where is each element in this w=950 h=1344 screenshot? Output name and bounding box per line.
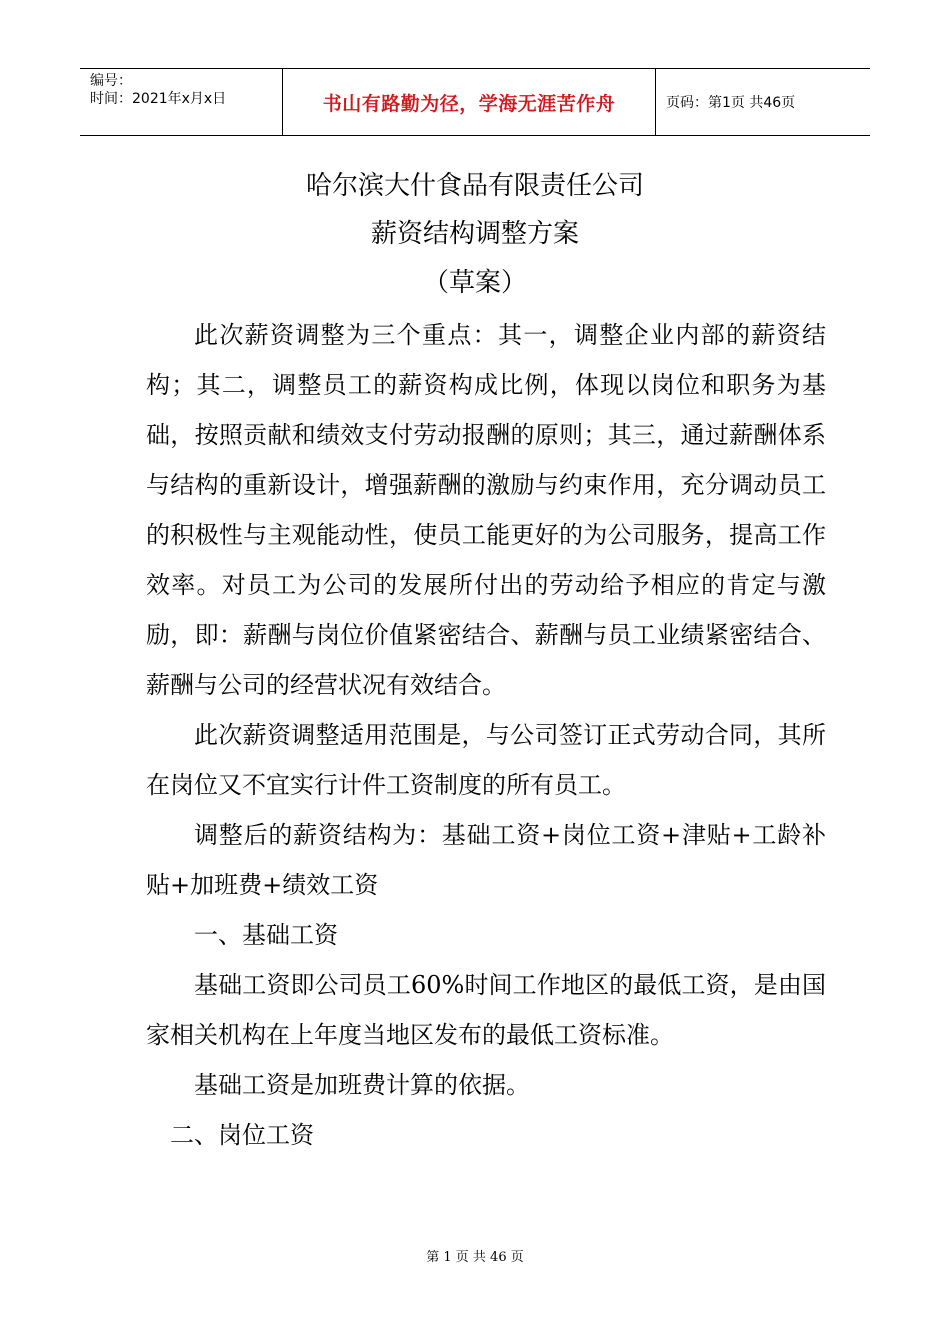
page-header bbox=[80, 68, 870, 136]
header-page-info: 页码：第1页 共46页 bbox=[666, 95, 796, 111]
section-heading-base-salary: 一、基础工资 bbox=[194, 921, 338, 949]
paragraph-intro: 此次薪资调整为三个重点：其一，调整企业内部的薪资结构；其二，调整员工的薪资构成比例，体现以岗位和职务为基础，按照贡献和绩效支付劳动报酬的原则；其三，通过薪酬体系与结构的重新设计，增强薪酬的激励与约束作用，充分调动员工的积极性与主观能动性，使员工能更好的为公司服务，提高工作效率。对员工为公司的发展所付出的劳动给予相应的肯定与激励，即：薪酬与岗位价值紧密结合、薪酬与员工业绩紧密结合、薪酬与公司的经营状况有效结合。 bbox=[146, 321, 826, 699]
paragraph-structure: 调整后的薪资结构为：基础工资+岗位工资+津贴+工龄补贴+加班费+绩效工资 bbox=[146, 821, 826, 899]
page-footer: 第 1 页 共 46 页 bbox=[426, 1250, 524, 1265]
document-subtitle: （草案） bbox=[422, 268, 527, 298]
document-title: 薪资结构调整方案 bbox=[370, 219, 579, 249]
header-meta bbox=[80, 69, 282, 135]
section-heading-position-salary: 二、岗位工资 bbox=[170, 1121, 314, 1149]
document-number-label: 编号： bbox=[90, 73, 132, 89]
paragraph-base-salary: 基础工资即公司员工60%时间工作地区的最低工资，是由国家相关机构在上年度当地区发布的最低工资标准。 bbox=[146, 971, 826, 1049]
paragraph-scope: 此次薪资调整适用范围是，与公司签订正式劳动合同，其所在岗位又不宜实行计件工资制度的所有员工。 bbox=[146, 721, 826, 799]
document-time-label: 时间：2021年x月x日 bbox=[90, 91, 227, 107]
header-motto: 书山有路勤为径，学海无涯苦作舟 bbox=[282, 69, 656, 135]
paragraph-base-salary-overtime: 基础工资是加班费计算的依据。 bbox=[194, 1071, 530, 1099]
company-name: 哈尔滨大什食品有限责任公司 bbox=[305, 171, 644, 201]
document-body bbox=[146, 310, 826, 1160]
